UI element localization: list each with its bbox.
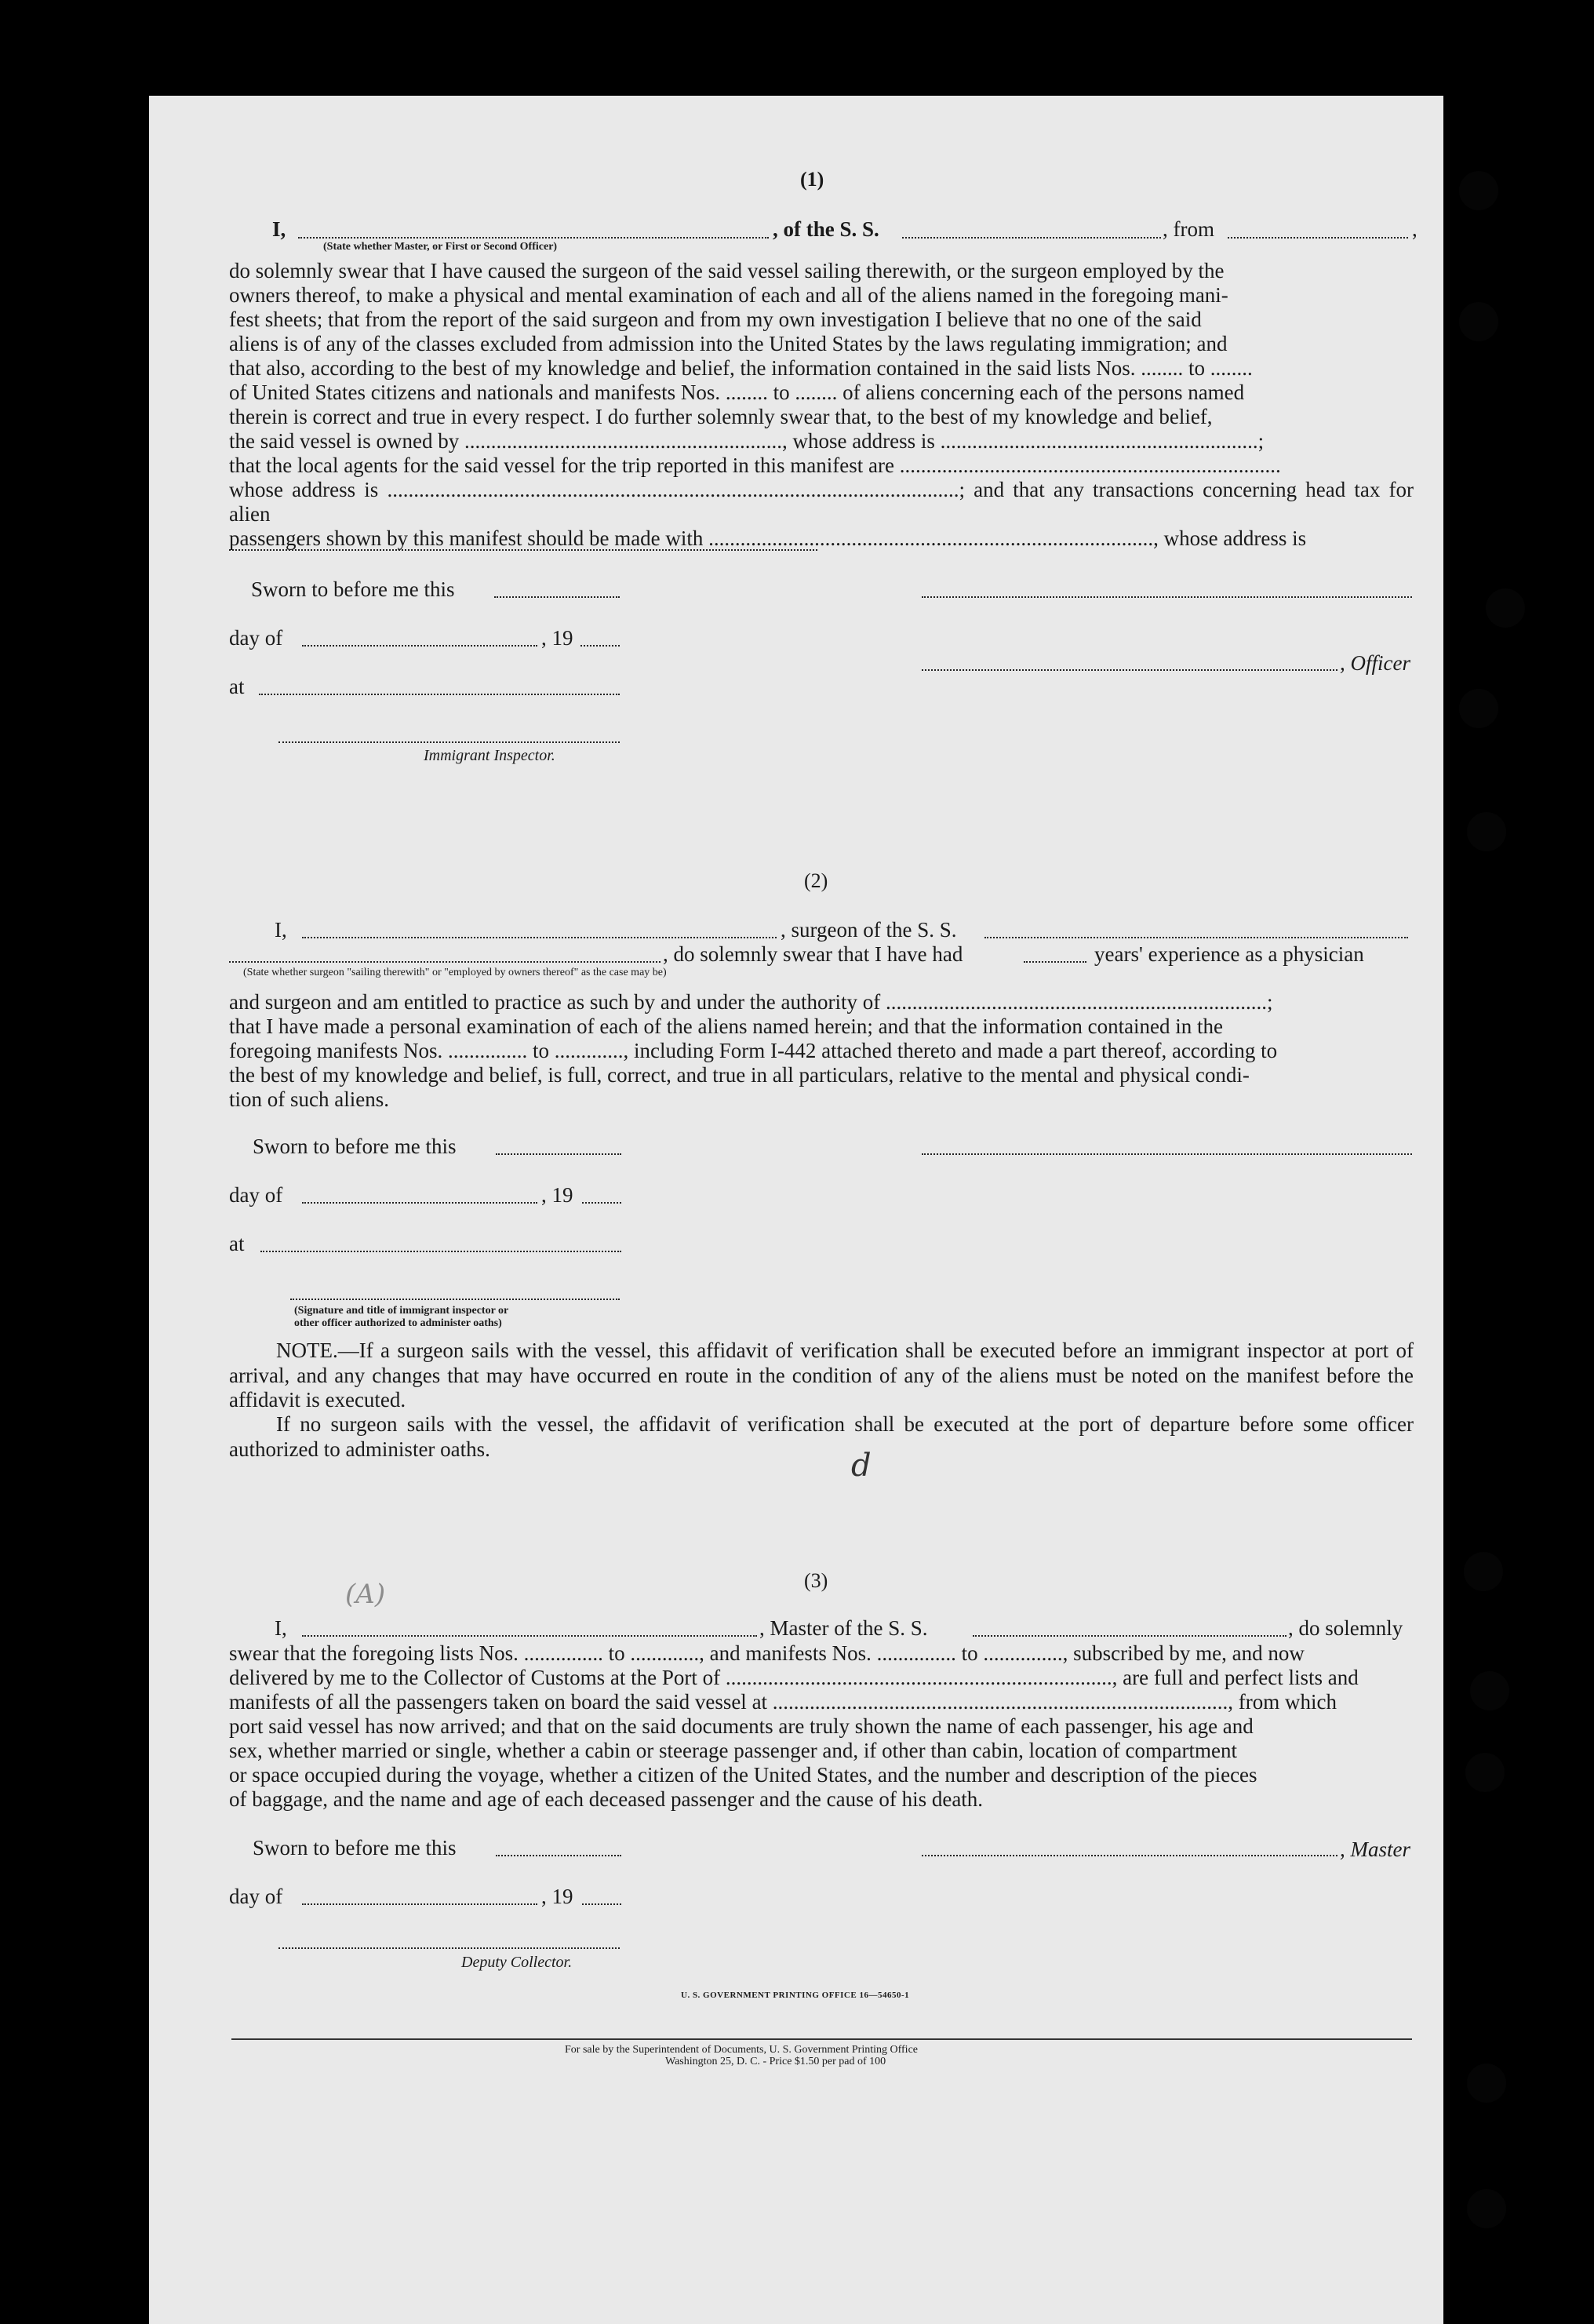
signature-note-2: other officer authorized to administer oaths): [294, 1317, 502, 1329]
years-field[interactable]: [1024, 961, 1086, 963]
section-3-sworn: Sworn to before me this: [253, 1836, 457, 1860]
body-line: manifests of all the passengers taken on board the said vessel at ......................................................................................, from which: [229, 1690, 1337, 1714]
section-3-i: I,: [275, 1616, 287, 1640]
section-1-body: [229, 259, 1414, 551]
body-line: or space occupied during the voyage, whether a citizen of the United States, and the number and description of the pieces: [229, 1763, 1257, 1787]
section-2-swear: , do solemnly swear that I have had: [663, 942, 963, 966]
note-paragraph-2: [229, 1412, 1414, 1462]
body-line: aliens is of any of the classes excluded from admission into the United States by the laws regulating immigration; and: [229, 332, 1228, 355]
deputy-collector-label: Deputy Collector.: [461, 1954, 573, 1971]
printing-office-line: U. S. GOVERNMENT PRINTING OFFICE 16—54650-1: [681, 1991, 910, 2000]
section-3-solemnly: , do solemnly: [1288, 1616, 1403, 1640]
footer-rule: [231, 2038, 1412, 2040]
note-text-2: If no surgeon sails with the vessel, the affidavit of verification shall be executed at the port of departure before some officer authorized to administer oaths.: [229, 1412, 1414, 1461]
section-2-sworn: Sworn to before me this: [253, 1135, 457, 1158]
section-3-year-field[interactable]: [582, 1903, 621, 1905]
body-line: swear that the foregoing lists Nos. ............... to ............., and manifests Nos. ............... to ..............., subscribed by me, and now: [229, 1641, 1305, 1665]
surgeon-name-field[interactable]: [302, 937, 777, 938]
punch-hole: [1467, 2189, 1506, 2228]
from-port-field[interactable]: [1228, 237, 1408, 239]
body-line: tion of such aliens.: [229, 1087, 389, 1111]
section-3-body: [229, 1641, 1414, 1812]
section-3-year: , 19: [541, 1885, 573, 1908]
body-line: whose address is ............................................................................................................; and that any transactions concerning head tax for alien: [229, 478, 1414, 526]
section-3-day-of: day of: [229, 1885, 283, 1908]
punch-hole: [1486, 588, 1525, 628]
section-2-vessel-field[interactable]: [984, 937, 1408, 938]
punch-hole: [1470, 1671, 1509, 1710]
section-1-of-ss: , of the S. S.: [773, 217, 879, 241]
section-2-sworn-date-field[interactable]: [496, 1153, 621, 1155]
section-2-years: years' experience as a physician: [1094, 942, 1364, 966]
section-1-i: I,: [272, 217, 286, 241]
section-2-day-of: day of: [229, 1183, 283, 1207]
section-3-number: (3): [804, 1569, 828, 1592]
punch-hole: [1465, 1753, 1505, 1792]
section-1-at: at: [229, 675, 245, 698]
body-line: sex, whether married or single, whether a cabin or steerage passenger and, if other than cabin, location of compartment: [229, 1739, 1238, 1762]
vessel-name-field[interactable]: [902, 237, 1161, 239]
section-3-sworn-date-field[interactable]: [496, 1855, 621, 1856]
section-2-number: (2): [804, 869, 828, 892]
section-3-master-name-field[interactable]: [302, 1635, 757, 1637]
section-1-number: (1): [800, 168, 824, 191]
punch-hole: [1459, 689, 1498, 728]
body-line: do solemnly swear that I have caused the surgeon of the said vessel sailing therewith, or the surgeon employed by the: [229, 259, 1225, 282]
handwritten-glyph: d: [851, 1448, 872, 1484]
note-paragraph: [229, 1339, 1414, 1413]
master-label: , Master: [1340, 1838, 1410, 1861]
scan-edge: [1443, 96, 1594, 2324]
section-2-signature-field[interactable]: [290, 1299, 620, 1300]
address-continuation-field[interactable]: [229, 549, 817, 551]
section-1-day-of: day of: [229, 626, 283, 650]
section-3-master-signature-field[interactable]: [922, 1855, 1337, 1856]
officer-signature-field[interactable]: [922, 596, 1412, 598]
body-line: port said vessel has now arrived; and that on the said documents are truly shown the name of each passenger, his age and: [229, 1714, 1254, 1738]
section-2-surgeon-of: , surgeon of the S. S.: [781, 918, 957, 942]
punch-hole: [1459, 302, 1498, 341]
place-field[interactable]: [259, 694, 620, 695]
punch-hole: [1467, 2064, 1506, 2103]
section-3-vessel-field[interactable]: [973, 1635, 1286, 1637]
sale-line-1: For sale by the Superintendent of Documents, U. S. Government Printing Office: [565, 2044, 918, 2056]
inspector-signature-field[interactable]: [278, 741, 620, 743]
section-2-i: I,: [275, 918, 287, 942]
inspector-label: Immigrant Inspector.: [424, 747, 555, 764]
signature-note-1: (Signature and title of immigrant inspector or: [294, 1305, 509, 1317]
section-2-year: , 19: [541, 1183, 573, 1207]
master-name-field[interactable]: [298, 237, 769, 239]
surgeon-type-field[interactable]: [229, 961, 661, 963]
body-line: fest sheets; that from the report of the said surgeon and from my own investigation I believe that no one of the said: [229, 308, 1202, 331]
officer-label: , Officer: [1340, 651, 1410, 675]
body-line: that I have made a personal examination of each of the aliens named herein; and that the information contained in the: [229, 1014, 1224, 1038]
section-2-at: at: [229, 1232, 245, 1255]
officer-name-field[interactable]: [922, 669, 1337, 671]
body-line: that the local agents for the said vessel for the trip reported in this manifest are ........................................................................: [229, 454, 1281, 477]
section-2-place-field[interactable]: [260, 1251, 621, 1252]
sworn-date-field[interactable]: [494, 596, 620, 598]
section-2-year-field[interactable]: [582, 1202, 621, 1204]
body-line: that also, according to the best of my knowledge and belief, the information contained in the said lists Nos. ........ to ........: [229, 356, 1253, 380]
body-line: and surgeon and am entitled to practice as such by and under the authority of ........................................................................;: [229, 990, 1273, 1014]
note-text: NOTE.—If a surgeon sails with the vessel, this affidavit of verification shall be executed before an immigrant inspector at port of arrival, and any changes that may have occurred en route in the condition of any of the aliens must be noted on the manifest before the affidavit is executed.: [229, 1339, 1414, 1412]
handwritten-annotation: (A): [345, 1579, 386, 1610]
month-field[interactable]: [302, 645, 537, 647]
section-3-month-field[interactable]: [302, 1903, 537, 1905]
body-line: therein is correct and true in every respect. I do further solemnly swear that, to the best of my knowledge and belief,: [229, 405, 1213, 428]
year-field[interactable]: [580, 645, 620, 647]
surgeon-signature-field[interactable]: [922, 1153, 1412, 1155]
section-3-master-of: , Master of the S. S.: [759, 1616, 928, 1640]
body-line: of baggage, and the name and age of each deceased passenger and the cause of his death.: [229, 1787, 984, 1811]
body-line: delivered by me to the Collector of Customs at the Port of ........................................................................., are full and perfect lists and: [229, 1666, 1359, 1689]
sale-line-2: Washington 25, D. C. - Price $1.50 per pad of 100: [665, 2056, 886, 2067]
section-2-month-field[interactable]: [302, 1202, 537, 1204]
punch-hole: [1464, 1552, 1503, 1591]
punch-hole: [1467, 812, 1506, 851]
deputy-collector-signature-field[interactable]: [278, 1947, 620, 1949]
surgeon-type-note: (State whether surgeon "sailing therewith" or "employed by owners thereof" as the case may be): [243, 967, 667, 978]
section-1-year: , 19: [541, 626, 573, 650]
body-line: the said vessel is owned by ............................................................, whose address is ............................................................;: [229, 429, 1265, 453]
body-line: the best of my knowledge and belief, is full, correct, and true in all particulars, relative to the mental and physical condi-: [229, 1063, 1250, 1087]
section-2-body: [229, 990, 1414, 1112]
section-1-from: , from: [1163, 217, 1214, 241]
body-line: owners thereof, to make a physical and mental examination of each and all of the aliens named in the foregoing mani-: [229, 283, 1228, 307]
body-line: of United States citizens and nationals and manifests Nos. ........ to ........ of aliens concerning each of the persons named: [229, 381, 1245, 404]
section-1-sworn: Sworn to before me this: [251, 577, 455, 601]
master-note: (State whether Master, or First or Second Officer): [323, 241, 558, 253]
punch-hole: [1459, 171, 1498, 210]
body-line: passengers shown by this manifest should be made with ...................................................................................., whose address is: [229, 526, 1307, 550]
section-1-comma: ,: [1412, 217, 1417, 241]
body-line: foregoing manifests Nos. ............... to ............., including Form I-442 attached thereto and made a part thereof, according to: [229, 1039, 1278, 1062]
